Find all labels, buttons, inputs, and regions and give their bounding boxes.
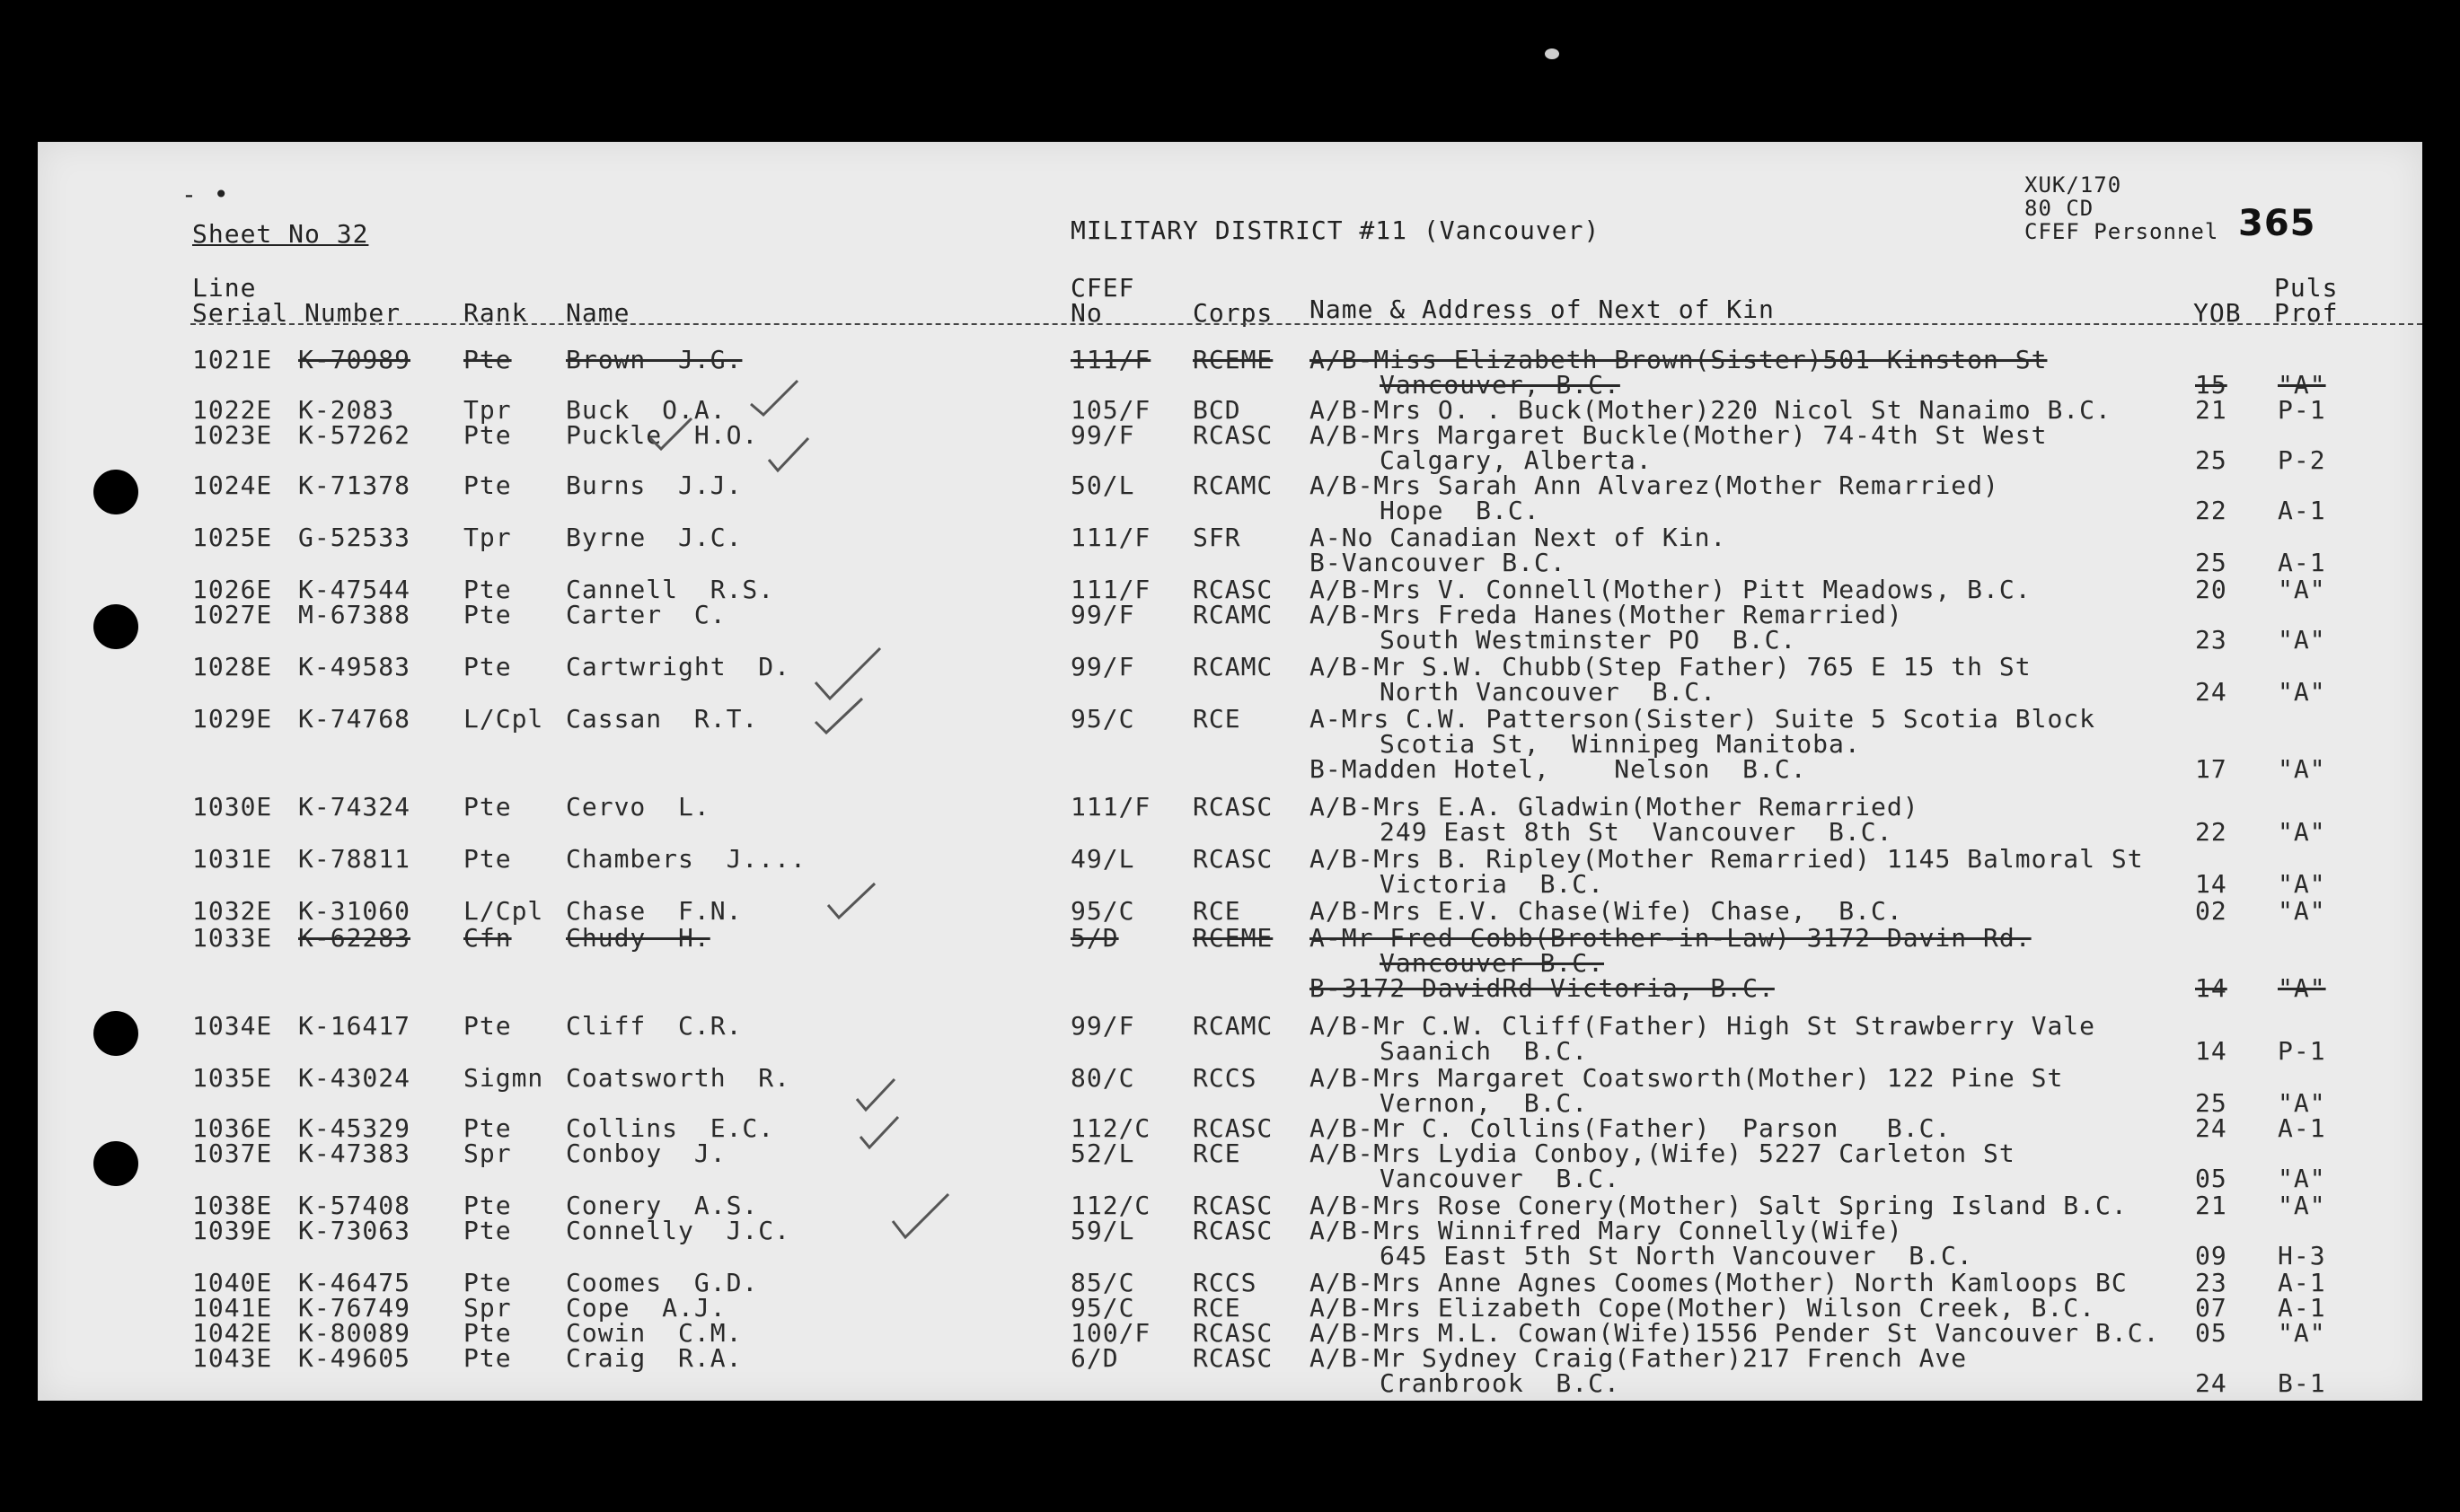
row-rank: Spr bbox=[463, 1138, 512, 1168]
row-name: Carter C. bbox=[566, 600, 727, 629]
row-cfef-no: 112/C bbox=[1071, 1113, 1151, 1143]
row-puls-prof: P-2 bbox=[2278, 445, 2326, 475]
row-puls-prof: "A" bbox=[2278, 817, 2326, 847]
row-corps: SFR bbox=[1193, 523, 1241, 552]
row-next-of-kin: A/B-Mrs B. Ripley(Mother Remarried) 1145 Balmoral St bbox=[1309, 844, 2144, 874]
row-cfef-no: 95/C bbox=[1071, 704, 1135, 734]
reference-line-2: 80 CD bbox=[2024, 196, 2094, 221]
row-next-of-kin: A/B-Mrs Lydia Conboy,(Wife) 5227 Carleton St bbox=[1309, 1138, 2015, 1168]
row-corps: RCAMC bbox=[1193, 470, 1274, 500]
row-serial-number: K-49605 bbox=[298, 1343, 411, 1373]
row-puls-prof: "A" bbox=[2278, 1191, 2326, 1220]
row-next-of-kin-alt: B-Madden Hotel, Nelson B.C. bbox=[1309, 754, 1807, 784]
row-serial-number: K-71378 bbox=[298, 470, 411, 500]
row-name: Conery A.S. bbox=[566, 1191, 759, 1220]
reference-line-3: CFEF Personnel bbox=[2024, 219, 2219, 244]
row-corps: RCASC bbox=[1193, 575, 1274, 604]
row-line-number: 1033E bbox=[192, 923, 273, 953]
row-line-number: 1035E bbox=[192, 1063, 273, 1093]
row-next-of-kin: A/B-Mrs E.V. Chase(Wife) Chase, B.C. bbox=[1309, 896, 1903, 926]
row-rank: Pte bbox=[463, 1216, 512, 1245]
row-next-of-kin-alt: B-3172 DavidRd Victoria, B.C. bbox=[1309, 973, 1775, 1003]
dust-speck bbox=[1545, 48, 1559, 59]
punch-hole bbox=[93, 604, 138, 649]
row-name: Burns J.J. bbox=[566, 470, 743, 500]
punch-hole bbox=[93, 1011, 138, 1056]
row-name: Chase F.N. bbox=[566, 896, 743, 926]
row-yob: 23 bbox=[2195, 625, 2227, 655]
row-name: Cervo L. bbox=[566, 792, 710, 822]
row-serial-number: K-57408 bbox=[298, 1191, 411, 1220]
row-next-of-kin-address: Saanich B.C. bbox=[1380, 1036, 1589, 1066]
row-line-number: 1041E bbox=[192, 1293, 273, 1323]
row-serial-number: K-49583 bbox=[298, 652, 411, 681]
row-yob: 02 bbox=[2195, 896, 2227, 926]
row-next-of-kin: A/B-Mrs Margaret Buckle(Mother) 74-4th St West bbox=[1309, 420, 2048, 450]
row-next-of-kin-address: Hope B.C. bbox=[1380, 496, 1540, 525]
row-serial-number: G-52533 bbox=[298, 523, 411, 552]
row-rank: Pte bbox=[463, 1318, 512, 1348]
row-yob: 25 bbox=[2195, 1088, 2227, 1118]
row-corps: RCASC bbox=[1193, 1318, 1274, 1348]
row-name: Coatsworth R. bbox=[566, 1063, 791, 1093]
row-yob: 24 bbox=[2195, 677, 2227, 707]
col-corps-header: Corps bbox=[1193, 298, 1274, 328]
row-yob: 22 bbox=[2195, 817, 2227, 847]
row-name: Connelly J.C. bbox=[566, 1216, 791, 1245]
row-line-number: 1034E bbox=[192, 1011, 273, 1041]
row-rank: Pte bbox=[463, 792, 512, 822]
row-name: Conboy J. bbox=[566, 1138, 727, 1168]
row-next-of-kin-address: North Vancouver B.C. bbox=[1380, 677, 1717, 707]
row-yob: 21 bbox=[2195, 1191, 2227, 1220]
row-serial-number: K-57262 bbox=[298, 420, 411, 450]
row-rank: Sigmn bbox=[463, 1063, 544, 1093]
row-puls-prof: P-1 bbox=[2278, 395, 2326, 425]
row-puls-prof: H-3 bbox=[2278, 1241, 2326, 1270]
row-yob: 07 bbox=[2195, 1293, 2227, 1323]
row-rank: Spr bbox=[463, 1293, 512, 1323]
row-yob: 20 bbox=[2195, 575, 2227, 604]
row-corps: RCEME bbox=[1193, 923, 1274, 953]
row-line-number: 1026E bbox=[192, 575, 273, 604]
row-next-of-kin: A/B-Mr C.W. Cliff(Father) High St Strawberry Vale bbox=[1309, 1011, 2096, 1041]
row-line-number: 1023E bbox=[192, 420, 273, 450]
row-serial-number: K-31060 bbox=[298, 896, 411, 926]
row-cfef-no: 95/C bbox=[1071, 1293, 1135, 1323]
record-sheet bbox=[38, 142, 2422, 1401]
row-corps: RCASC bbox=[1193, 792, 1274, 822]
row-name: Coomes G.D. bbox=[566, 1268, 759, 1297]
row-yob: 17 bbox=[2195, 754, 2227, 784]
row-puls-prof: A-1 bbox=[2278, 1293, 2326, 1323]
row-corps: RCASC bbox=[1193, 1216, 1274, 1245]
row-next-of-kin-address: Scotia St, Winnipeg Manitoba. bbox=[1380, 729, 1861, 759]
row-yob: 24 bbox=[2195, 1368, 2227, 1398]
row-puls-prof: "A" bbox=[2278, 754, 2326, 784]
row-puls-prof: "A" bbox=[2278, 1164, 2326, 1193]
row-name: Chudy H. bbox=[566, 923, 710, 953]
row-next-of-kin-address: Vancouver B.C. bbox=[1380, 948, 1605, 978]
row-puls-prof: "A" bbox=[2278, 625, 2326, 655]
row-serial-number: K-43024 bbox=[298, 1063, 411, 1093]
row-cfef-no: 99/F bbox=[1071, 652, 1135, 681]
row-line-number: 1039E bbox=[192, 1216, 273, 1245]
row-yob: 14 bbox=[2195, 973, 2227, 1003]
check-mark-icon bbox=[747, 375, 801, 420]
row-rank: Cfn bbox=[463, 923, 512, 953]
col-cfef-header: CFEF bbox=[1071, 273, 1135, 303]
row-cfef-no: 85/C bbox=[1071, 1268, 1135, 1297]
row-yob: 05 bbox=[2195, 1164, 2227, 1193]
row-next-of-kin: A/B-Mr Sydney Craig(Father)217 French Ave bbox=[1309, 1343, 1968, 1373]
page-number: 365 bbox=[2238, 203, 2316, 244]
row-line-number: 1042E bbox=[192, 1318, 273, 1348]
row-cfef-no: 6/D bbox=[1071, 1343, 1119, 1373]
row-next-of-kin: A/B-Mrs Elizabeth Cope(Mother) Wilson Creek, B.C. bbox=[1309, 1293, 2096, 1323]
row-rank: Pte bbox=[463, 1011, 512, 1041]
row-name: Puckle H.O. bbox=[566, 420, 759, 450]
row-serial-number: K-74324 bbox=[298, 792, 411, 822]
row-serial-number: K-80089 bbox=[298, 1318, 411, 1348]
check-mark-icon bbox=[824, 878, 878, 923]
row-line-number: 1036E bbox=[192, 1113, 273, 1143]
row-cfef-no: 112/C bbox=[1071, 1191, 1151, 1220]
row-corps: RCASC bbox=[1193, 420, 1274, 450]
row-yob: 25 bbox=[2195, 548, 2227, 577]
row-name: Cartwright D. bbox=[566, 652, 791, 681]
row-line-number: 1030E bbox=[192, 792, 273, 822]
row-cfef-no: 105/F bbox=[1071, 395, 1151, 425]
row-name: Cliff C.R. bbox=[566, 1011, 743, 1041]
row-cfef-no: 5/D bbox=[1071, 923, 1119, 953]
row-yob: 09 bbox=[2195, 1241, 2227, 1270]
row-serial-number: K-78811 bbox=[298, 844, 411, 874]
row-next-of-kin: A-No Canadian Next of Kin. bbox=[1309, 523, 1727, 552]
row-name: Craig R.A. bbox=[566, 1343, 743, 1373]
col-cfef-no-header: No bbox=[1071, 298, 1103, 328]
row-yob: 24 bbox=[2195, 1113, 2227, 1143]
row-rank: L/Cpl bbox=[463, 704, 544, 734]
row-yob: 23 bbox=[2195, 1268, 2227, 1297]
row-next-of-kin-address: Vancouver B.C. bbox=[1380, 1164, 1620, 1193]
row-puls-prof: "A" bbox=[2278, 575, 2326, 604]
row-corps: RCASC bbox=[1193, 1343, 1274, 1373]
row-serial-number: K-16417 bbox=[298, 1011, 411, 1041]
punch-hole bbox=[93, 470, 138, 514]
row-line-number: 1021E bbox=[192, 345, 273, 374]
col-serial-header: Serial Number bbox=[192, 298, 401, 328]
corner-mark: - • bbox=[181, 180, 230, 209]
row-next-of-kin-address: Cranbrook B.C. bbox=[1380, 1368, 1620, 1398]
row-puls-prof: B-1 bbox=[2278, 1368, 2326, 1398]
row-corps: BCD bbox=[1193, 395, 1241, 425]
row-rank: Pte bbox=[463, 1113, 512, 1143]
row-cfef-no: 99/F bbox=[1071, 600, 1135, 629]
row-name: Chambers J.... bbox=[566, 844, 807, 874]
row-next-of-kin: A/B-Mrs Rose Conery(Mother) Salt Spring Island B.C. bbox=[1309, 1191, 2128, 1220]
row-corps: RCAMC bbox=[1193, 652, 1274, 681]
row-yob: 05 bbox=[2195, 1318, 2227, 1348]
col-rank-header: Rank bbox=[463, 298, 528, 328]
row-name: Cannell R.S. bbox=[566, 575, 775, 604]
row-line-number: 1038E bbox=[192, 1191, 273, 1220]
row-serial-number: K-45329 bbox=[298, 1113, 411, 1143]
col-nok-header: Name & Address of Next of Kin bbox=[1309, 294, 1775, 324]
row-serial-number: K-46475 bbox=[298, 1268, 411, 1297]
col-puls-header: Puls bbox=[2274, 273, 2339, 303]
row-serial-number: K-70989 bbox=[298, 345, 411, 374]
row-yob: 25 bbox=[2195, 445, 2227, 475]
row-corps: RCASC bbox=[1193, 1113, 1274, 1143]
row-corps: RCE bbox=[1193, 896, 1241, 926]
row-next-of-kin: A/B-Mrs Margaret Coatsworth(Mother) 122 Pine St bbox=[1309, 1063, 2064, 1093]
row-name: Cowin C.M. bbox=[566, 1318, 743, 1348]
check-mark-icon bbox=[765, 431, 819, 476]
row-next-of-kin: A/B-Mrs M.L. Cowan(Wife)1556 Pender St Vancouver B.C. bbox=[1309, 1318, 2160, 1348]
row-yob: 21 bbox=[2195, 395, 2227, 425]
row-line-number: 1031E bbox=[192, 844, 273, 874]
sheet-number: Sheet No 32 bbox=[192, 219, 369, 249]
punch-hole bbox=[93, 1141, 138, 1186]
row-rank: Pte bbox=[463, 1191, 512, 1220]
row-cfef-no: 100/F bbox=[1071, 1318, 1151, 1348]
row-name: Cope A.J. bbox=[566, 1293, 727, 1323]
row-next-of-kin-address: 645 East 5th St North Vancouver B.C. bbox=[1380, 1241, 1973, 1270]
row-next-of-kin: A/B-Miss Elizabeth Brown(Sister)501 Kinston St bbox=[1309, 345, 2048, 374]
row-puls-prof: "A" bbox=[2278, 896, 2326, 926]
row-corps: RCASC bbox=[1193, 844, 1274, 874]
district-title: MILITARY DISTRICT #11 (Vancouver) bbox=[1071, 215, 1600, 245]
row-serial-number: M-67388 bbox=[298, 600, 411, 629]
row-next-of-kin: A/B-Mrs Freda Hanes(Mother Remarried) bbox=[1309, 600, 1903, 629]
check-mark-icon bbox=[857, 1113, 911, 1158]
row-serial-number: K-62283 bbox=[298, 923, 411, 953]
row-puls-prof: "A" bbox=[2278, 869, 2326, 899]
row-rank: Pte bbox=[463, 600, 512, 629]
row-serial-number: K-76749 bbox=[298, 1293, 411, 1323]
row-next-of-kin: A/B-Mrs E.A. Gladwin(Mother Remarried) bbox=[1309, 792, 1919, 822]
row-name: Brown J.G. bbox=[566, 345, 743, 374]
row-rank: Pte bbox=[463, 470, 512, 500]
row-cfef-no: 59/L bbox=[1071, 1216, 1135, 1245]
row-corps: RCE bbox=[1193, 1138, 1241, 1168]
row-next-of-kin-address: B-Vancouver B.C. bbox=[1309, 548, 1566, 577]
row-rank: Tpr bbox=[463, 395, 512, 425]
row-corps: RCEME bbox=[1193, 345, 1274, 374]
row-puls-prof: A-1 bbox=[2278, 1268, 2326, 1297]
row-rank: Pte bbox=[463, 1343, 512, 1373]
col-name-header: Name bbox=[566, 298, 630, 328]
reference-line-1: XUK/170 bbox=[2024, 172, 2122, 198]
row-line-number: 1024E bbox=[192, 470, 273, 500]
row-cfef-no: 111/F bbox=[1071, 792, 1151, 822]
row-cfef-no: 99/F bbox=[1071, 420, 1135, 450]
row-next-of-kin: A/B-Mrs Anne Agnes Coomes(Mother) North Kamloops BC bbox=[1309, 1268, 2128, 1297]
row-cfef-no: 50/L bbox=[1071, 470, 1135, 500]
row-serial-number: K-47544 bbox=[298, 575, 411, 604]
row-puls-prof: "A" bbox=[2278, 1318, 2326, 1348]
row-next-of-kin: A-Mrs C.W. Patterson(Sister) Suite 5 Scotia Block bbox=[1309, 704, 2096, 734]
row-cfef-no: 111/F bbox=[1071, 523, 1151, 552]
check-mark-icon bbox=[812, 693, 866, 738]
row-serial-number: K-74768 bbox=[298, 704, 411, 734]
row-line-number: 1025E bbox=[192, 523, 273, 552]
row-yob: 22 bbox=[2195, 496, 2227, 525]
row-corps: RCAMC bbox=[1193, 600, 1274, 629]
row-cfef-no: 111/F bbox=[1071, 575, 1151, 604]
row-puls-prof: "A" bbox=[2278, 1088, 2326, 1118]
row-name: Collins E.C. bbox=[566, 1113, 775, 1143]
row-line-number: 1032E bbox=[192, 896, 273, 926]
row-serial-number: K-2083 bbox=[298, 395, 395, 425]
header-rule bbox=[190, 323, 2422, 325]
row-line-number: 1029E bbox=[192, 704, 273, 734]
row-rank: Pte bbox=[463, 345, 512, 374]
row-next-of-kin: A/B-Mrs V. Connell(Mother) Pitt Meadows, B.C. bbox=[1309, 575, 2032, 604]
row-corps: RCCS bbox=[1193, 1063, 1257, 1093]
check-mark-icon bbox=[647, 409, 701, 454]
row-serial-number: K-73063 bbox=[298, 1216, 411, 1245]
row-yob: 15 bbox=[2195, 370, 2227, 400]
row-rank: L/Cpl bbox=[463, 896, 544, 926]
row-corps: RCCS bbox=[1193, 1268, 1257, 1297]
row-puls-prof: A-1 bbox=[2278, 496, 2326, 525]
row-cfef-no: 111/F bbox=[1071, 345, 1151, 374]
row-next-of-kin: A/B-Mrs Sarah Ann Alvarez(Mother Remarried) bbox=[1309, 470, 1999, 500]
row-rank: Tpr bbox=[463, 523, 512, 552]
row-puls-prof: P-1 bbox=[2278, 1036, 2326, 1066]
row-line-number: 1022E bbox=[192, 395, 273, 425]
col-line-header: Line bbox=[192, 273, 257, 303]
row-cfef-no: 49/L bbox=[1071, 844, 1135, 874]
row-next-of-kin-address: Vancouver, B.C. bbox=[1380, 370, 1620, 400]
row-next-of-kin: A/B-Mr C. Collins(Father) Parson B.C. bbox=[1309, 1113, 1952, 1143]
row-next-of-kin-address: Victoria B.C. bbox=[1380, 869, 1605, 899]
row-puls-prof: "A" bbox=[2278, 677, 2326, 707]
row-puls-prof: "A" bbox=[2278, 973, 2326, 1003]
check-mark-icon bbox=[889, 1189, 952, 1243]
row-cfef-no: 52/L bbox=[1071, 1138, 1135, 1168]
row-next-of-kin-address: Calgary, Alberta. bbox=[1380, 445, 1653, 475]
row-corps: RCE bbox=[1193, 704, 1241, 734]
row-corps: RCE bbox=[1193, 1293, 1241, 1323]
row-line-number: 1037E bbox=[192, 1138, 273, 1168]
row-cfef-no: 80/C bbox=[1071, 1063, 1135, 1093]
row-name: Byrne J.C. bbox=[566, 523, 743, 552]
row-puls-prof: A-1 bbox=[2278, 548, 2326, 577]
row-next-of-kin: A/B-Mrs O. . Buck(Mother)220 Nicol St Nanaimo B.C. bbox=[1309, 395, 2112, 425]
col-yob-header: YOB bbox=[2193, 298, 2242, 328]
row-serial-number: K-47383 bbox=[298, 1138, 411, 1168]
row-name: Buck O.A. bbox=[566, 395, 727, 425]
row-rank: Pte bbox=[463, 652, 512, 681]
row-rank: Pte bbox=[463, 420, 512, 450]
row-corps: RCAMC bbox=[1193, 1011, 1274, 1041]
row-next-of-kin-address: South Westminster PO B.C. bbox=[1380, 625, 1797, 655]
row-next-of-kin-address: 249 East 8th St Vancouver B.C. bbox=[1380, 817, 1893, 847]
row-name: Cassan R.T. bbox=[566, 704, 759, 734]
row-next-of-kin: A/B-Mr S.W. Chubb(Step Father) 765 E 15 th St bbox=[1309, 652, 2032, 681]
row-cfef-no: 95/C bbox=[1071, 896, 1135, 926]
row-line-number: 1028E bbox=[192, 652, 273, 681]
row-puls-prof: A-1 bbox=[2278, 1113, 2326, 1143]
row-line-number: 1043E bbox=[192, 1343, 273, 1373]
row-cfef-no: 99/F bbox=[1071, 1011, 1135, 1041]
row-next-of-kin-address: Vernon, B.C. bbox=[1380, 1088, 1589, 1118]
row-rank: Pte bbox=[463, 1268, 512, 1297]
col-prof-header: Prof bbox=[2274, 298, 2339, 328]
row-next-of-kin: A/B-Mrs Winnifred Mary Connelly(Wife) bbox=[1309, 1216, 1903, 1245]
row-corps: RCASC bbox=[1193, 1191, 1274, 1220]
row-line-number: 1027E bbox=[192, 600, 273, 629]
row-rank: Pte bbox=[463, 844, 512, 874]
row-yob: 14 bbox=[2195, 869, 2227, 899]
row-line-number: 1040E bbox=[192, 1268, 273, 1297]
row-yob: 14 bbox=[2195, 1036, 2227, 1066]
row-puls-prof: "A" bbox=[2278, 370, 2326, 400]
row-rank: Pte bbox=[463, 575, 512, 604]
row-next-of-kin: A-Mr Fred Cobb(Brother-in-Law) 3172 Davin Rd. bbox=[1309, 923, 2032, 953]
